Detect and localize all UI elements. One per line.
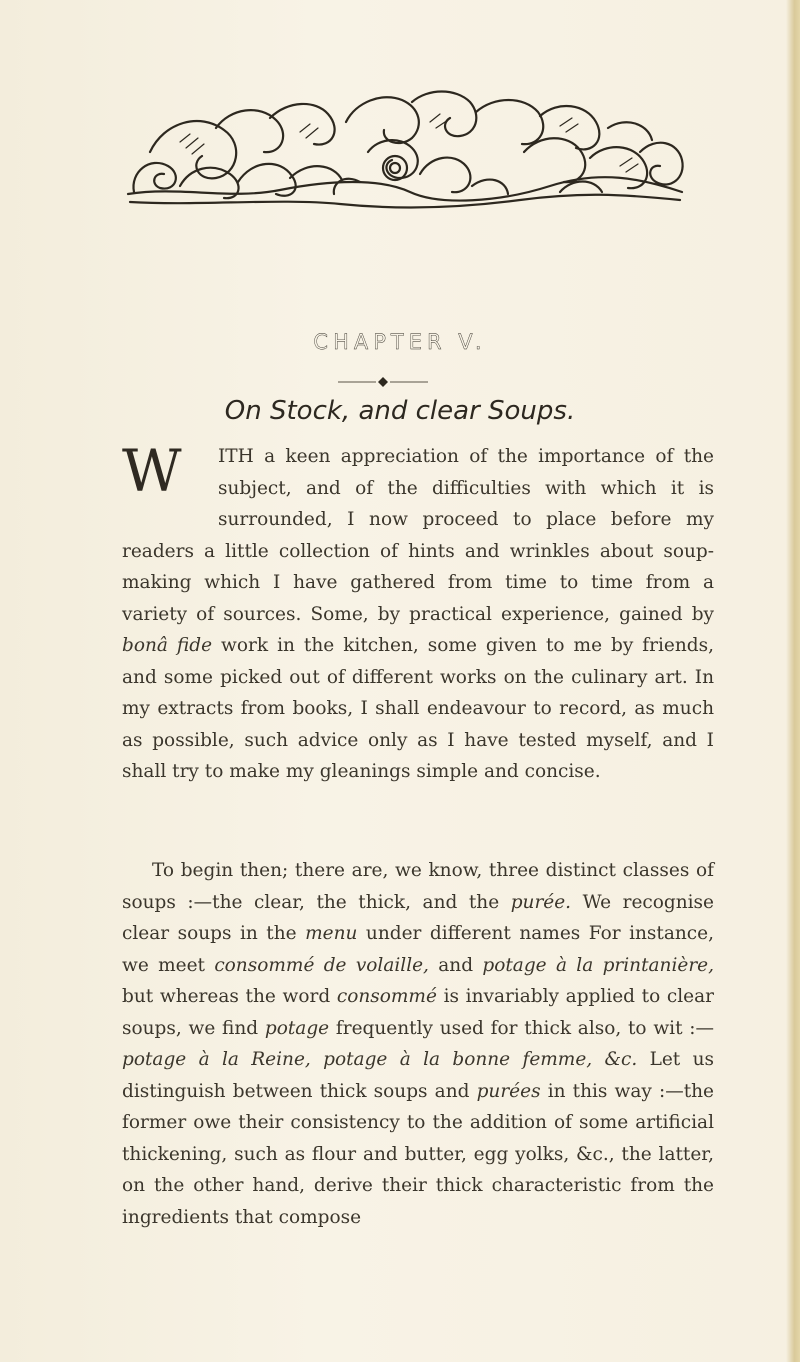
italic-phrase: bonâ fide	[122, 635, 213, 656]
paragraph-text: frequently used for thick also, to wit :—	[329, 1017, 714, 1039]
diamond-divider	[338, 376, 428, 388]
paragraph-text: We recognise clear soups in the	[122, 891, 715, 944]
italic-phrase: menu	[305, 923, 358, 944]
paragraph-text: work in the kitchen, some given to me by friends, and some picked out of different works on the culinary art. In my extracts from books, I shall endeavour to record, as much as possible, such advice only as I have tested myself, and I shall try to make my gleanings simple and concise.	[122, 635, 714, 782]
chapter-subtitle: On Stock, and clear Soups.	[224, 396, 576, 426]
lead-word: ITH	[218, 446, 254, 467]
italic-phrase: consommé de volaille,	[214, 954, 429, 976]
italic-phrase: purées	[476, 1080, 541, 1102]
italic-phrase: potage	[264, 1017, 330, 1039]
paragraph-text: and	[428, 954, 483, 976]
italic-phrase: potage à la printanière,	[482, 954, 714, 976]
paragraph-text: a keen appreciation of the importance of the subject, and of the difficulties with which it is surrounded, I now proceed to place before my readers a little collection of hints and wrinkles about soup-making which I have gathered from time to time from a variety of sources. Some, by practical experience, gained by	[122, 446, 714, 625]
drop-cap-letter: W	[122, 437, 180, 505]
page-edge-shadow	[786, 0, 800, 1362]
paragraph-1	[122, 437, 714, 788]
paragraph-text: To begin then; there are, we know, three distinct classes of soups :—the clear, the thick, and the	[122, 860, 714, 913]
italic-phrase: potage à la Reine, potage à la bonne femme, &c.	[122, 1049, 638, 1070]
paragraph-text: Let us distinguish between thick soups and	[122, 1049, 714, 1102]
italic-phrase: purée.	[510, 891, 572, 913]
paragraph-text: in this way :—the former owe their consistency to the addition of some artificial thickening, such as flour and butter, egg yolks, &c., the latter, on the other hand, derive their thick characteristic from the ingredients that compose	[122, 1080, 714, 1228]
paragraph-text: but whereas the word	[122, 986, 337, 1007]
italic-phrase: consommé	[336, 986, 437, 1007]
paragraph-text: is invariably applied to clear soups, we find	[122, 986, 715, 1039]
paragraph-text: under different names For instance, we meet	[122, 923, 714, 976]
chapter-heading: CHAPTER V.	[313, 330, 487, 354]
scrollwork-header-ornament	[120, 82, 690, 212]
paragraph-2	[122, 855, 714, 1233]
